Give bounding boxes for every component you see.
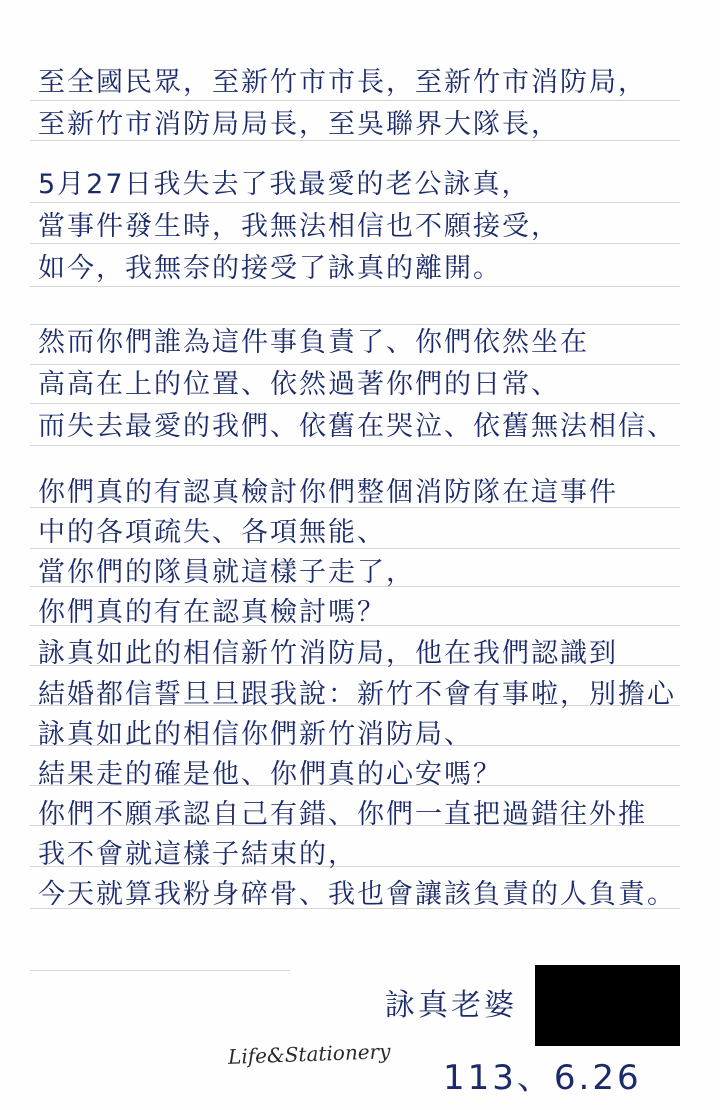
paragraph-line: 然而你們誰為這件事負責了、你們依然坐在 [38,327,589,358]
paragraph-line: 當你們的隊員就這樣子走了， [38,557,415,588]
letter-date: 113、6.26 [443,1058,642,1098]
ruled-line [30,286,680,287]
paragraph-line: 而失去最愛的我們、依舊在哭泣、依舊無法相信、 [38,411,676,442]
paragraph-line: 你們真的有認真檢討你們整個消防隊在這事件 [38,477,618,508]
paragraph-line: 高高在上的位置、依然過著你們的日常、 [38,369,560,400]
paragraph-line: 中的各項疏失、各項無能、 [38,517,386,548]
paragraph-line: 詠真如此的相信新竹消防局，他在我們認識到 [38,638,618,669]
ruled-line [30,364,680,365]
paragraph-line: 5月27日我失去了我最愛的老公詠真， [38,169,531,200]
paragraph-line: 今天就算我粉身碎骨、我也會讓該負責的人負責。 [38,879,676,910]
ruled-line [30,403,680,404]
signature: 詠真老婆 [385,988,517,1023]
paragraph-line: 你們真的有在認真檢討嗎？ [38,597,386,628]
paragraph-line: 如今，我無奈的接受了詠真的離開。 [38,253,502,284]
ruled-line [30,445,680,446]
paragraph-line: 你們不願承認自己有錯、你們一直把過錯往外推 [38,799,647,830]
salutation-line: 至新竹市消防局局長，至吳聯界大隊長， [38,109,560,140]
stationery-brand: Life&Stationery [227,1039,391,1069]
ruled-line [30,324,680,325]
ruled-line [30,970,290,971]
salutation-line: 至全國民眾，至新竹市市長，至新竹市消防局， [38,67,647,98]
ruled-line [30,202,680,203]
paragraph-line: 當事件發生時，我無法相信也不願接受， [38,211,560,242]
paragraph-line: 結果走的確是他、你們真的心安嗎？ [38,759,502,790]
ruled-line [30,100,680,101]
paragraph-line: 結婚都信誓旦旦跟我說：新竹不會有事啦，別擔心 [38,679,676,710]
paragraph-line: 我不會就這樣子結束的， [38,839,357,870]
paragraph-line: 詠真如此的相信你們新竹消防局、 [38,719,473,750]
redaction-box [535,965,680,1046]
